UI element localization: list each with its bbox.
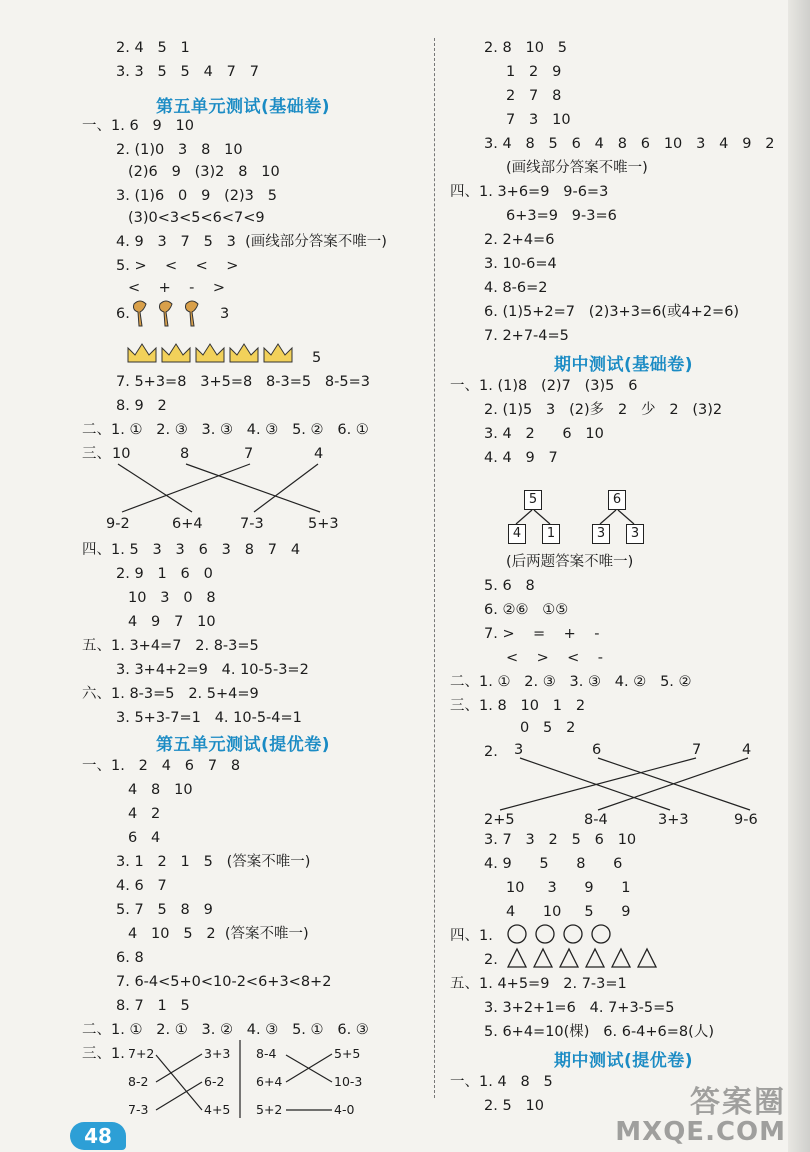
answer-line: 六、1. 8-3=5 2. 5+4=9 <box>82 686 259 702</box>
match-label: 4 <box>742 742 752 758</box>
match-label: 8-4 <box>584 812 608 828</box>
answer-line: 0 5 2 <box>520 720 576 736</box>
answer-line: 6+3=9 9-3=6 <box>506 208 617 224</box>
answer-line: 6. 8 <box>116 950 144 966</box>
answer-line: 四、1. <box>450 928 493 944</box>
number-box: 3 <box>626 524 644 544</box>
answer-line: 2. (1)0 3 8 10 <box>116 142 243 158</box>
answer-line: 3. 3+4+2=9 4. 10-5-3=2 <box>116 662 309 678</box>
match-label: 6-2 <box>204 1074 225 1089</box>
answer-line: 3. 7 3 2 5 6 10 <box>484 832 637 848</box>
match-label: 6+4 <box>256 1074 283 1089</box>
answer-line: 4. 8-6=2 <box>484 280 548 296</box>
answer-line: 2. <box>484 952 498 968</box>
match-label: 9-6 <box>734 812 758 828</box>
answer-line: < > < - <box>506 650 603 666</box>
answer-line: 一、1. 2 4 6 7 8 <box>82 758 241 774</box>
answer-line: 3 <box>220 306 230 322</box>
number-box: 4 <box>508 524 526 544</box>
answer-line: 2. 8 10 5 <box>484 40 567 56</box>
page-number: 48 <box>70 1122 126 1150</box>
match-label: 5+2 <box>256 1102 283 1117</box>
answer-line: 3. 1 2 1 5 (答案不唯一) <box>116 854 311 870</box>
section-title: 第五单元测试(提优卷) <box>156 735 331 755</box>
answer-line: 2. 2+4=6 <box>484 232 555 248</box>
answer-line: 5. 6 8 <box>484 578 535 594</box>
answer-line: 1 2 9 <box>506 64 562 80</box>
answer-line: 2. <box>484 744 498 760</box>
match-label: 2+5 <box>484 812 515 828</box>
match-label: 7+2 <box>128 1046 155 1061</box>
answer-line: 7. 2+7-4=5 <box>484 328 569 344</box>
answer-line: 二、1. ① 2. ③ 3. ③ 4. ③ 5. ② 6. ① <box>82 422 369 438</box>
match-label: 6 <box>592 742 602 758</box>
answer-line: 3. 3 5 5 4 7 7 <box>116 64 259 80</box>
answer-line: 二、1. ① 2. ③ 3. ③ 4. ② 5. ② <box>450 674 692 690</box>
answer-line: 3. 10-6=4 <box>484 256 557 272</box>
answer-line: 3. 3+2+1=6 4. 7+3-5=5 <box>484 1000 675 1016</box>
match-label: 4+5 <box>204 1102 231 1117</box>
answer-line: 3. (1)6 0 9 (2)3 5 <box>116 188 277 204</box>
number-box: 5 <box>524 490 542 510</box>
number-box: 1 <box>542 524 560 544</box>
match-label: 6+4 <box>172 516 203 532</box>
answer-line: 4 10 5 9 <box>506 904 631 920</box>
section-title: 期中测试(基础卷) <box>554 355 694 375</box>
circle-shapes <box>506 922 646 946</box>
match-label: 3+3 <box>658 812 689 828</box>
answer-line: 五、1. 3+4=7 2. 8-3=5 <box>82 638 259 654</box>
answer-line: 四、1. 5 3 3 6 3 8 7 4 <box>82 542 301 558</box>
answer-line: 2. 4 5 1 <box>116 40 190 56</box>
answer-line: 一、1. 4 8 5 <box>450 1074 553 1090</box>
answer-line: 2 7 8 <box>506 88 562 104</box>
answer-line: 3. 4 8 5 6 4 8 6 10 3 4 9 2 <box>484 136 775 152</box>
answer-line: 5 <box>312 350 322 366</box>
answer-line: 8. 7 1 5 <box>116 998 190 1014</box>
match-label: 9-2 <box>106 516 130 532</box>
answer-line: 2. (1)5 3 (2)多 2 少 2 (3)2 <box>484 402 723 418</box>
answer-line: 三、1. <box>82 1046 125 1062</box>
watermark-en: MXQE.COM <box>615 1116 786 1147</box>
answer-line: 8. 9 2 <box>116 398 167 414</box>
answer-line: 三、 <box>82 446 111 462</box>
answer-line: 7. 5+3=8 3+5=8 8-3=5 8-5=3 <box>116 374 370 390</box>
answer-line: (画线部分答案不唯一) <box>506 160 648 176</box>
answer-line: 7. > = + - <box>484 626 600 642</box>
answer-line: 4. 9 5 8 6 <box>484 856 623 872</box>
watermark-cn: 答案圈 <box>690 1085 786 1121</box>
match-label: 5+5 <box>334 1046 361 1061</box>
match-label: 8-2 <box>128 1074 149 1089</box>
answer-line: 3. 5+3-7=1 4. 10-5-4=1 <box>116 710 302 726</box>
section-title: 期中测试(提优卷) <box>554 1051 694 1071</box>
answer-line: 一、1. (1)8 (2)7 (3)5 6 <box>450 378 638 394</box>
answer-line: 三、1. 8 10 1 2 <box>450 698 586 714</box>
answer-line: 7 3 10 <box>506 112 571 128</box>
answer-line: 4. 9 3 7 5 3 (画线部分答案不唯一) <box>116 234 387 250</box>
match-label: 7 <box>244 446 254 462</box>
match-label: 7-3 <box>240 516 264 532</box>
answer-line: 4. 4 9 7 <box>484 450 558 466</box>
answer-line: 5. 7 5 8 9 <box>116 902 213 918</box>
answer-line: 一、1. 6 9 10 <box>82 118 194 134</box>
answer-line: (后两题答案不唯一) <box>506 554 634 570</box>
answer-line: 四、1. 3+6=9 9-6=3 <box>450 184 609 200</box>
answer-line: 10 3 9 1 <box>506 880 631 896</box>
number-box: 6 <box>608 490 626 510</box>
triangle-shapes <box>506 946 666 970</box>
match-label: 8-4 <box>256 1046 277 1061</box>
number-box: 3 <box>592 524 610 544</box>
section-title: 第五单元测试(基础卷) <box>156 97 331 117</box>
answer-line: 3. 4 2 6 10 <box>484 426 604 442</box>
answer-line: 2. 5 10 <box>484 1098 544 1114</box>
answer-line: 5. > < < > <box>116 258 239 274</box>
answer-line: 4 10 5 2 (答案不唯一) <box>128 926 309 942</box>
answer-line: (3)0<3<5<6<7<9 <box>128 210 265 226</box>
watermark <box>615 1087 786 1146</box>
match-label: 3 <box>514 742 524 758</box>
match-label: 7 <box>692 742 702 758</box>
answer-line: 4. 6 7 <box>116 878 167 894</box>
match-label: 10-3 <box>334 1074 363 1089</box>
match-label: 7-3 <box>128 1102 149 1117</box>
answer-line: 五、1. 4+5=9 2. 7-3=1 <box>450 976 627 992</box>
match-label: 10 <box>112 446 131 462</box>
match-label: 3+3 <box>204 1046 231 1061</box>
match-label: 4-0 <box>334 1102 355 1117</box>
answer-line: 6. (1)5+2=7 (2)3+3=6(或4+2=6) <box>484 304 740 320</box>
matching-lines <box>438 0 810 820</box>
answer-line: 6 4 <box>128 830 161 846</box>
answer-line: 7. 6-4<5+0<10-2<6+3<8+2 <box>116 974 332 990</box>
answer-line: 4 9 7 10 <box>128 614 216 630</box>
answer-line: 5. 6+4=10(棵) 6. 6-4+6=8(人) <box>484 1024 714 1040</box>
match-label: 5+3 <box>308 516 339 532</box>
answer-line: 4 2 <box>128 806 161 822</box>
answer-line: 6. <box>116 306 130 322</box>
column-divider <box>434 38 435 1098</box>
answer-line: 6. ②⑥ ①⑤ <box>484 602 569 618</box>
match-label: 8 <box>180 446 190 462</box>
answer-line: < + - > <box>128 280 225 296</box>
answer-line: 4 8 10 <box>128 782 193 798</box>
answer-line: 2. 9 1 6 0 <box>116 566 213 582</box>
answer-line: (2)6 9 (3)2 8 10 <box>128 164 280 180</box>
answer-line: 10 3 0 8 <box>128 590 216 606</box>
match-label: 4 <box>314 446 324 462</box>
answer-line: 二、1. ① 2. ① 3. ② 4. ③ 5. ① 6. ③ <box>82 1022 369 1038</box>
